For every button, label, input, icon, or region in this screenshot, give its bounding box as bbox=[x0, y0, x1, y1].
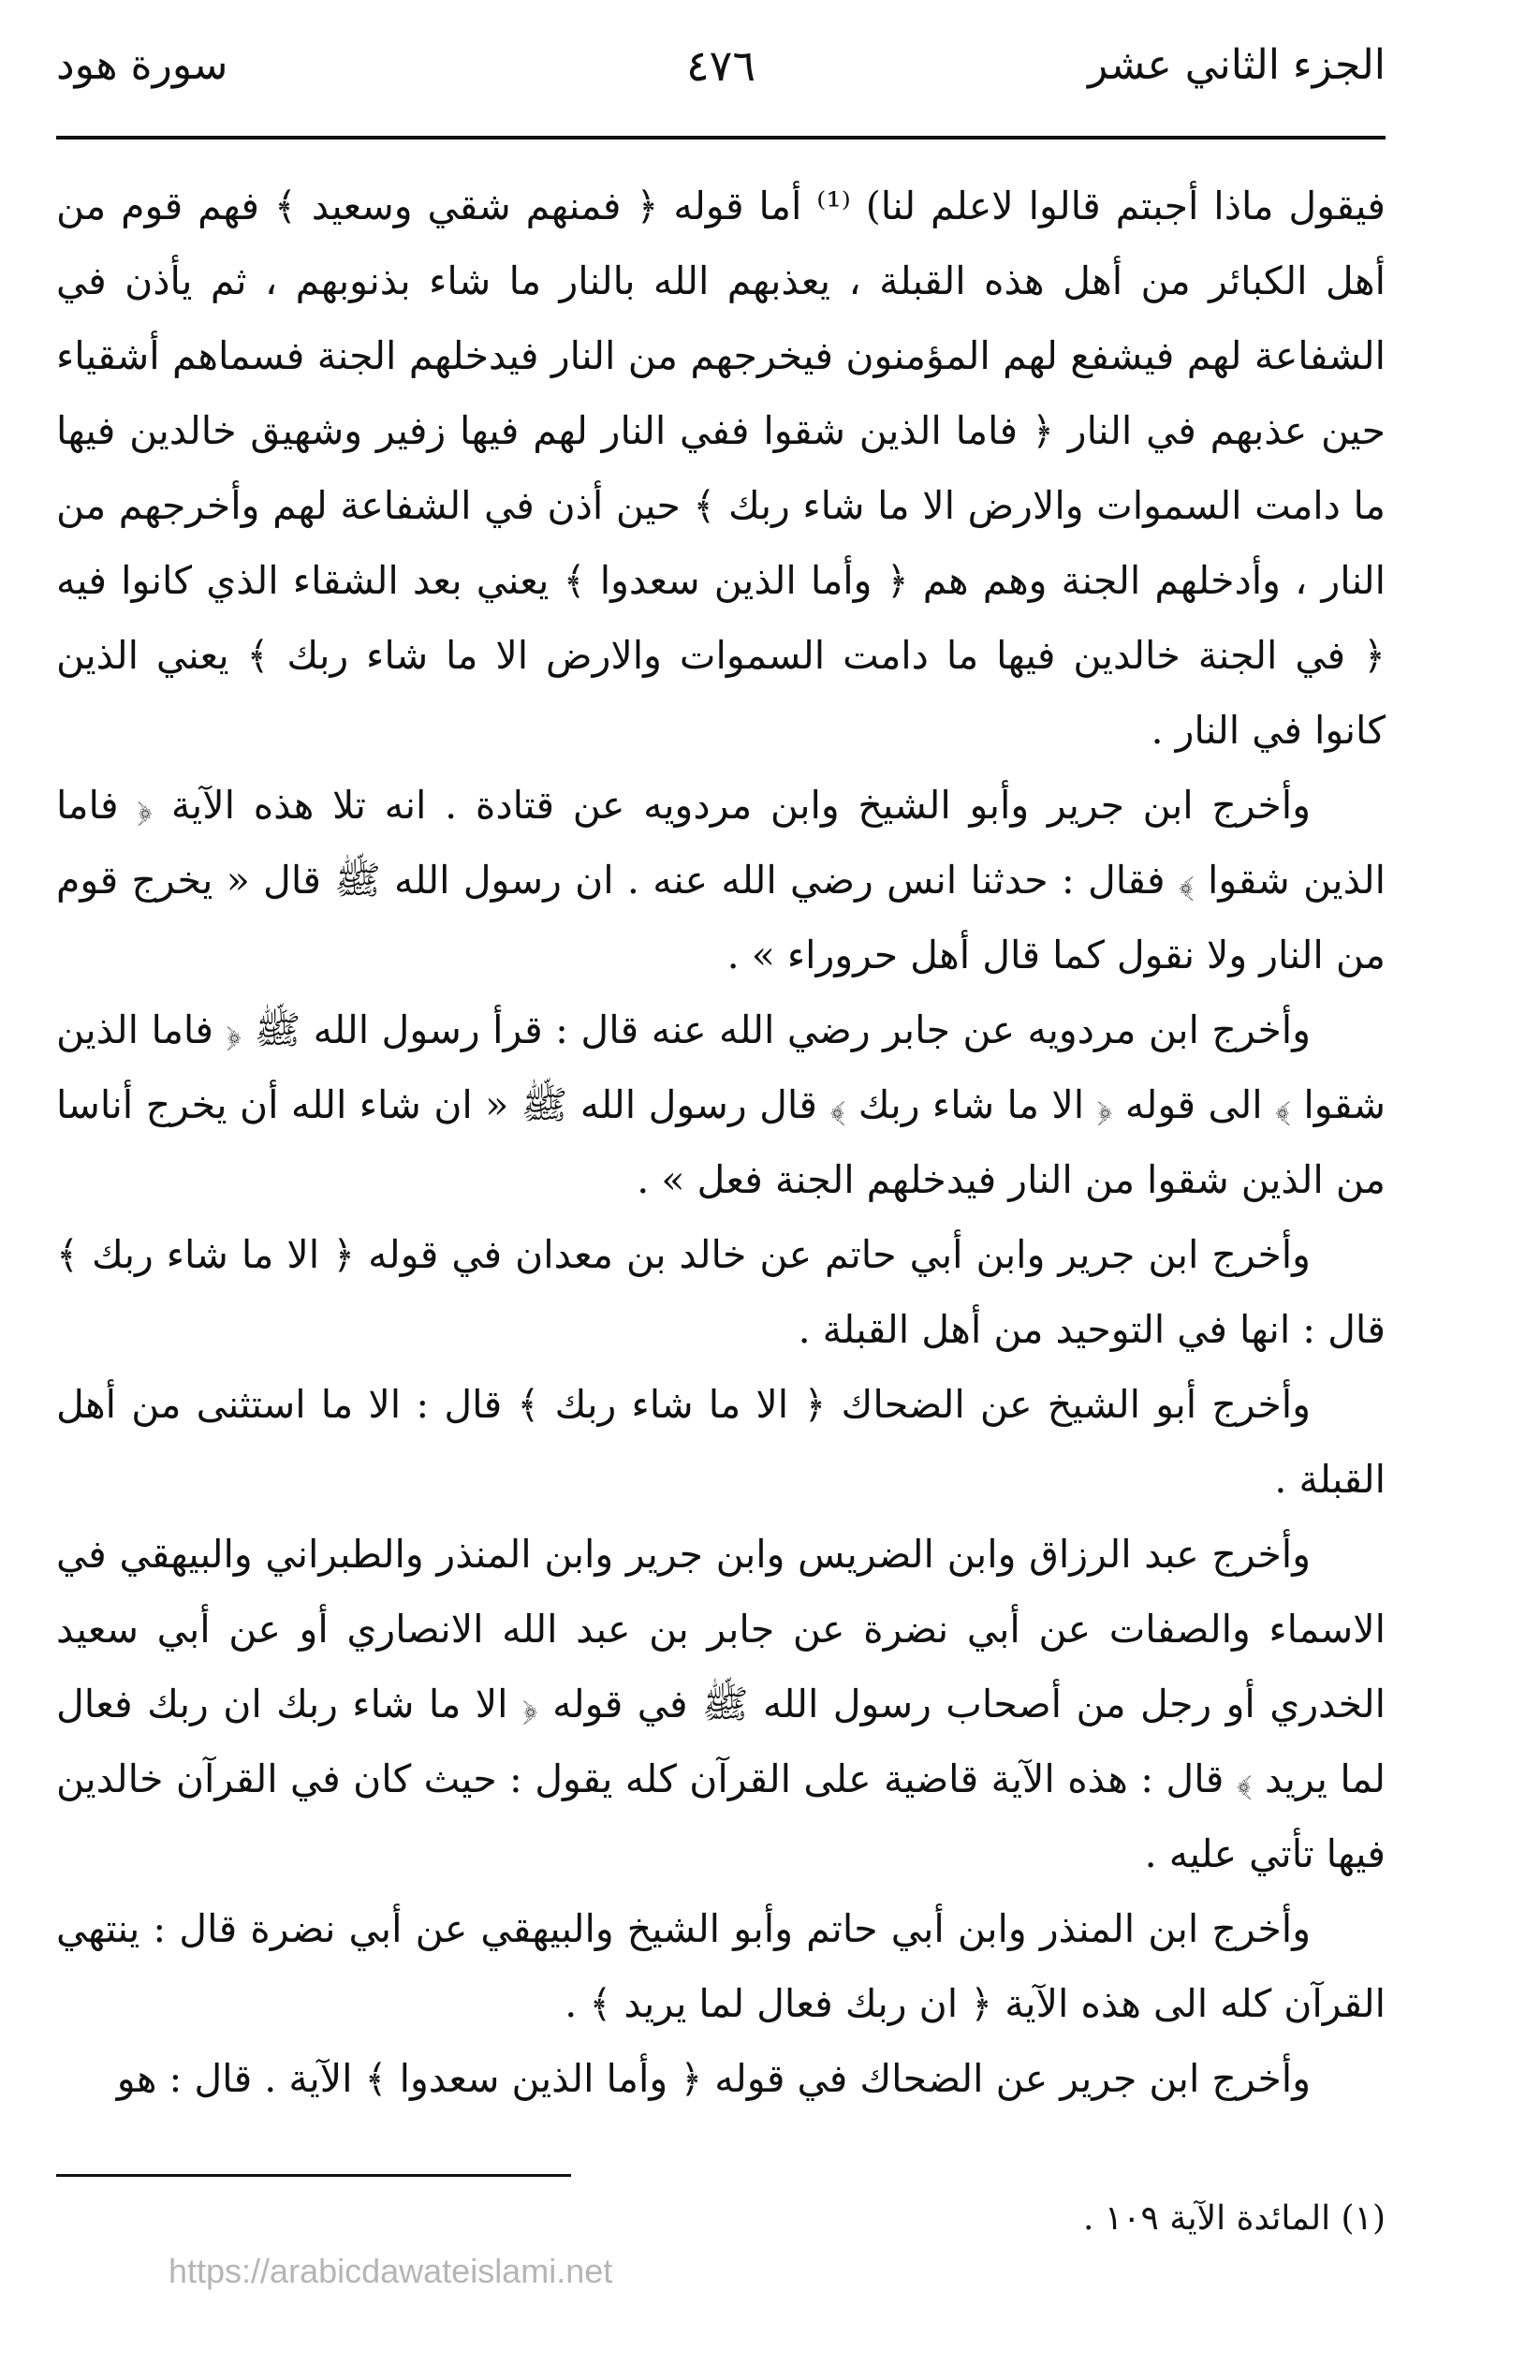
header-rule bbox=[56, 136, 1386, 140]
surah-title: سورة هود bbox=[56, 41, 228, 89]
watermark-url: https://arabicdawateislami.net bbox=[169, 2252, 613, 2290]
part-title: الجزء الثاني عشر bbox=[1088, 41, 1386, 89]
main-text bbox=[56, 169, 1386, 2116]
paragraph: وأخرج ابن جرير وابن أبي حاتم عن خالد بن معدان في قوله ﴿ الا ما شاء ربك ﴾ قال : انها في التوحيد من أهل القبلة . bbox=[56, 1232, 1386, 1352]
paragraph: وأخرج ابن جرير وأبو الشيخ وابن مردويه عن قتادة . انه تلا هذه الآية ﴿ فاما الذين شقوا ﴾ فقال : حدثنا انس رضي الله عنه . ان رسول الله ﷺ قال « يخرج قوم من النار ولا نقول كما قال أهل حروراء » . bbox=[56, 783, 1386, 977]
footnote: (١) المائدة الآية ١٠٩ . bbox=[1082, 2199, 1386, 2238]
page-header bbox=[56, 28, 1386, 103]
paragraph: وأخرج ابن جرير عن الضحاك في قوله ﴿ وأما الذين سعدوا ﴾ الآية . قال : هو bbox=[116, 2056, 1311, 2101]
paragraph: وأخرج أبو الشيخ عن الضحاك ﴿ الا ما شاء ربك ﴾ قال : الا ما استثنى من أهل القبلة . bbox=[56, 1382, 1386, 1502]
paragraph: وأخرج ابن المنذر وابن أبي حاتم وأبو الشيخ والبيهقي عن أبي نضرة قال : ينتهي القرآن كله الى هذه الآية ﴿ ان ربك فعال لما يريد ﴾ . bbox=[56, 1906, 1386, 2026]
paragraph: فيقول ماذا أجبتم قالوا لاعلم لنا) ⁽¹⁾ أما قوله ﴿ فمنهم شقي وسعيد ﴾ فهم قوم من أهل الكبائر من أهل هذه القبلة ، يعذبهم الله بالنار ما شاء بذنوبهم ، ثم يأذن في الشفاعة لهم فيشفع لهم المؤمنون فيخرجهم من النار فيدخلهم الجنة فسماهم أشقياء حين عذبهم في النار ﴿ فاما الذين شقوا ففي النار لهم فيها زفير وشهيق خالدين فيها ما دامت السموات والارض الا ما شاء ربك ﴾ حين أذن في الشفاعة لهم وأخرجهم من النار ، وأدخلهم الجنة وهم هم ﴿ وأما الذين سعدوا ﴾ يعني بعد الشقاء الذي كانوا فيه ﴿ في الجنة خالدين فيها ما دامت السموات والارض الا ما شاء ربك ﴾ يعني الذين كانوا في النار . bbox=[56, 184, 1386, 753]
paragraph: وأخرج عبد الرزاق وابن الضريس وابن جرير وابن المنذر والطبراني والبيهقي في الاسماء والصفات عن أبي نضرة عن جابر بن عبد الله الانصاري أو عن أبي سعيد الخدري أو رجل من أصحاب رسول الله ﷺ في قوله ﴿ الا ما شاء ربك ان ربك فعال لما يريد ﴾ قال : هذه الآية قاضية على القرآن كله يقول : حيث كان في القرآن خالدين فيها تأتي عليه . bbox=[56, 1532, 1386, 1876]
page-number: ٤٧٦ bbox=[685, 40, 756, 91]
footnote-separator bbox=[56, 2174, 571, 2177]
paragraph: وأخرج ابن مردويه عن جابر رضي الله عنه قال : قرأ رسول الله ﷺ ﴿ فاما الذين شقوا ﴾ الى قوله ﴿ الا ما شاء ربك ﴾ قال رسول الله ﷺ « ان شاء الله أن يخرج أناسا من الذين شقوا من النار فيدخلهم الجنة فعل » . bbox=[56, 1007, 1386, 1202]
